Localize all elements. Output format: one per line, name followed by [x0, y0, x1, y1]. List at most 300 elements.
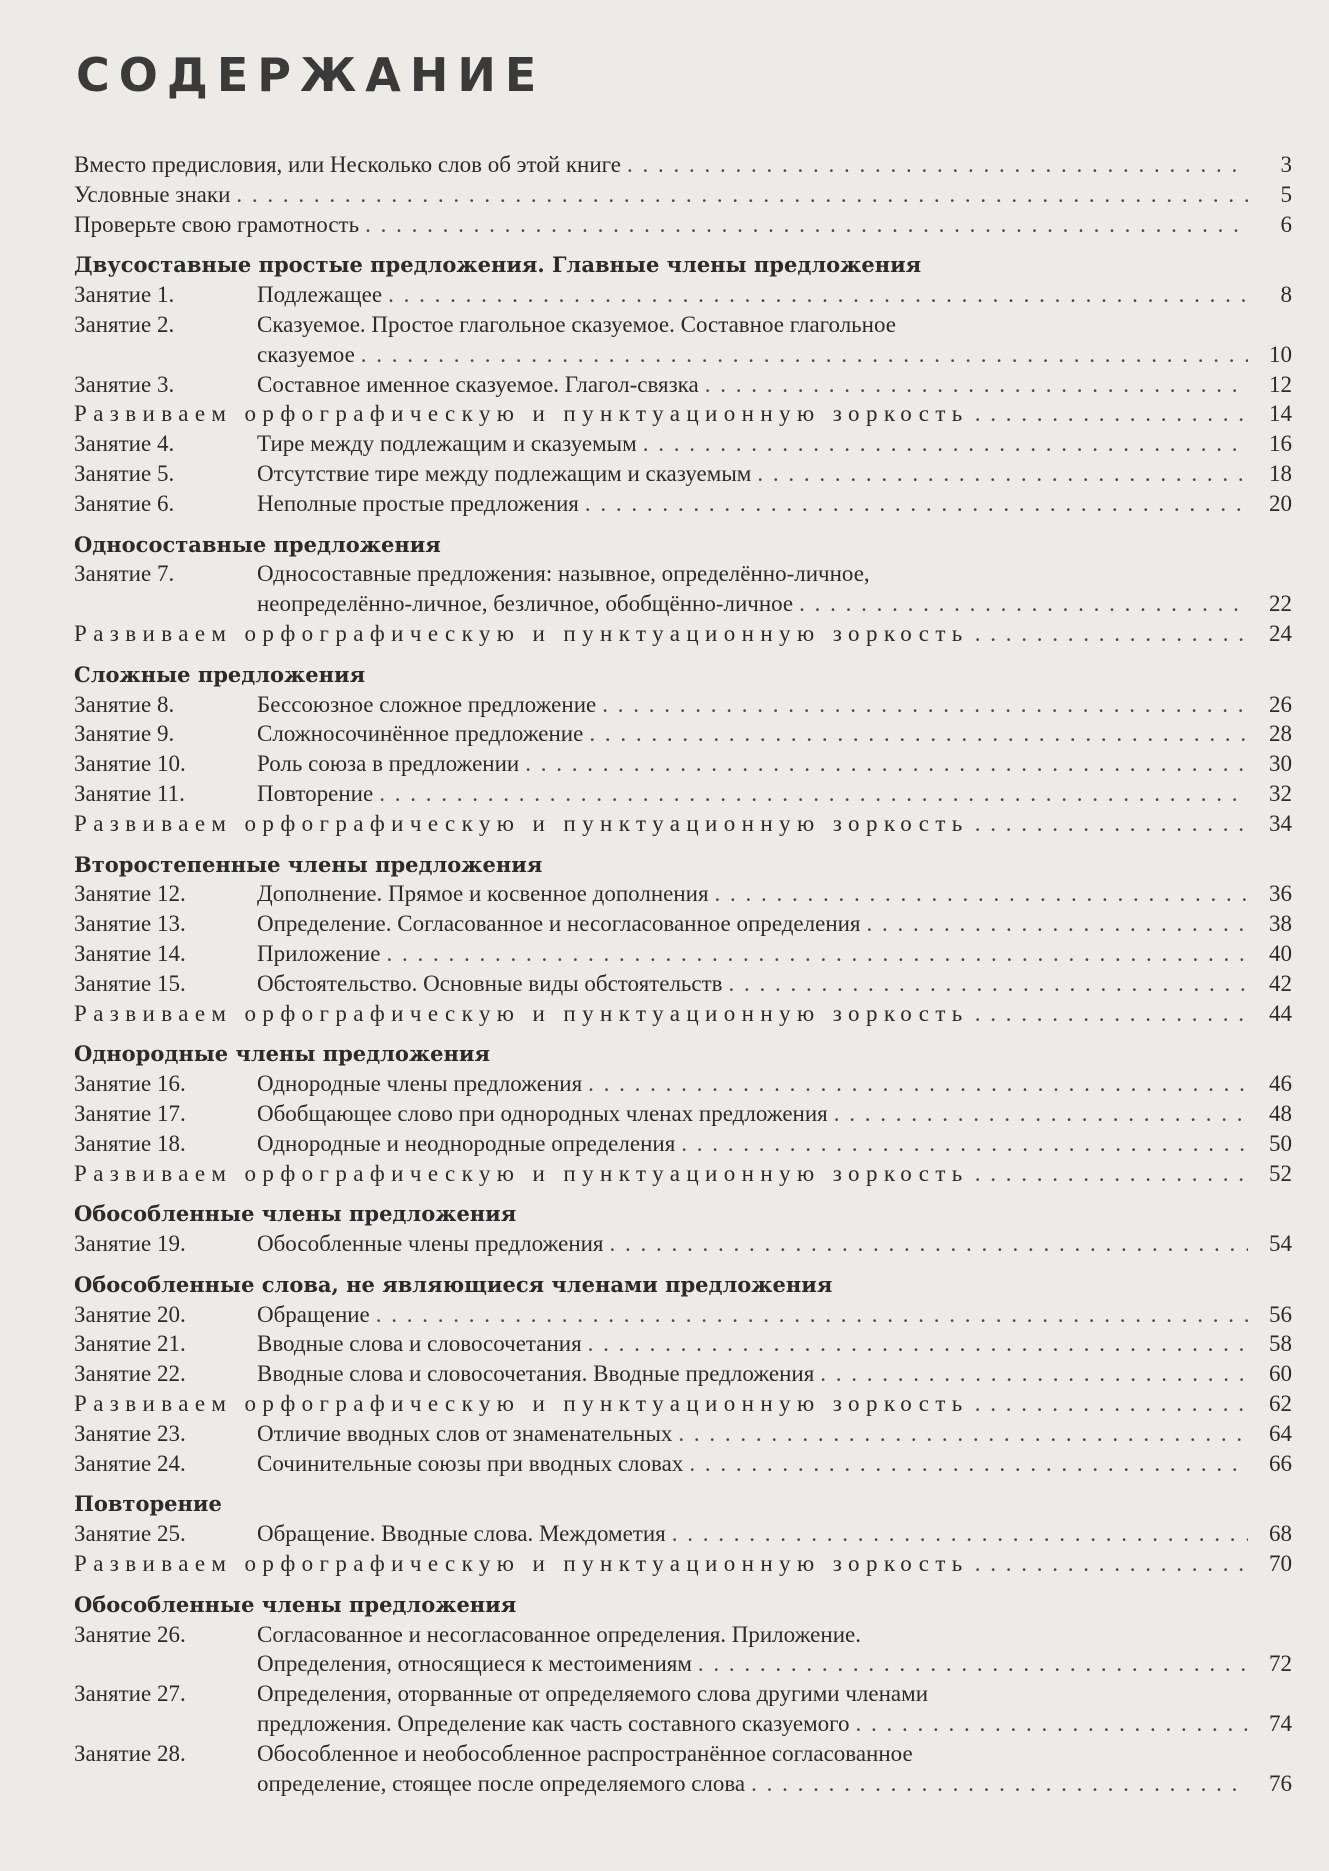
lesson-line	[74, 370, 1292, 400]
entry-body	[257, 559, 1292, 589]
lesson-number	[74, 1099, 257, 1129]
dot-leader	[856, 1709, 1248, 1739]
entry-body	[257, 1679, 1292, 1709]
lesson-word: Занятие	[74, 282, 152, 308]
section-heading: Двусоставные простые предложения. Главные члены предложения	[74, 252, 922, 278]
lesson-line	[74, 1300, 1292, 1330]
lesson-number	[74, 909, 257, 939]
lesson-line	[74, 310, 1292, 340]
entry-title: Проверьте свою грамотность	[74, 211, 360, 237]
page-title: СОДЕРЖАНИЕ	[76, 48, 546, 102]
entry-body	[257, 1069, 1292, 1099]
lesson-number	[74, 1519, 257, 1549]
dot-leader	[715, 879, 1248, 909]
entry-title: Тире между подлежащим и сказуемым	[257, 431, 637, 457]
lesson-line	[74, 719, 1292, 749]
lesson-number	[74, 1329, 257, 1359]
lesson-entry[interactable]	[74, 719, 1292, 749]
lesson-entry[interactable]	[74, 1679, 1292, 1739]
dot-leader	[643, 429, 1248, 459]
lesson-entry[interactable]	[74, 909, 1292, 939]
lesson-number	[74, 280, 257, 310]
lesson-num: 7.	[156, 561, 175, 587]
entry-title: Роль союза в предложении	[257, 751, 520, 777]
entry-title: Развиваем орфографическую и пунктуационную зоркость	[74, 620, 969, 646]
dot-leader	[799, 589, 1248, 619]
entry-body	[257, 1519, 1292, 1549]
lesson-num: 24.	[156, 1450, 186, 1476]
entry-title: предложения. Определение как часть составного сказуемого	[257, 1711, 850, 1737]
toc-entry[interactable]	[74, 150, 1292, 180]
page-number: 56	[1269, 1301, 1292, 1327]
page-number: 24	[1269, 620, 1292, 646]
lesson-line	[74, 1359, 1292, 1389]
lesson-word: Занятие	[74, 1521, 152, 1547]
entry-title: Развиваем орфографическую и пунктуационную зоркость	[74, 1000, 969, 1026]
toc-entry[interactable]	[74, 1549, 1292, 1579]
entry-title: Обращение. Вводные слова. Междометия	[257, 1521, 666, 1547]
lesson-line-continued	[74, 1649, 1292, 1679]
lesson-num: 2.	[156, 311, 175, 337]
lesson-entry[interactable]	[74, 690, 1292, 720]
lesson-entry[interactable]	[74, 1300, 1292, 1330]
page-number: 64	[1269, 1420, 1292, 1446]
entry-title: Обособленное и необособленное распространённое согласованное	[257, 1740, 913, 1766]
entry-body	[257, 939, 1292, 969]
dot-leader	[689, 1449, 1248, 1479]
lesson-entry[interactable]	[74, 1449, 1292, 1479]
dot-leader	[585, 489, 1248, 519]
section-heading: Сложные предложения	[74, 661, 366, 687]
lesson-word: Занятие	[74, 721, 152, 747]
entry-title: Обращение	[257, 1301, 370, 1327]
entry-body	[257, 1709, 1292, 1739]
lesson-line-continued	[74, 589, 1292, 619]
entry-title: Определение. Согласованное и несогласованное определения	[257, 911, 861, 937]
lesson-word: Занятие	[74, 1420, 152, 1446]
dot-leader	[610, 1229, 1248, 1259]
lesson-entry[interactable]	[74, 1620, 1292, 1680]
page-number: 30	[1269, 751, 1292, 777]
entry-title: Неполные простые предложения	[257, 490, 579, 516]
lesson-entry[interactable]	[74, 559, 1292, 619]
page-number: 68	[1269, 1521, 1292, 1547]
entry-body	[257, 489, 1292, 519]
page-number: 62	[1269, 1391, 1292, 1417]
toc-entry[interactable]	[74, 999, 1292, 1029]
entry-body	[257, 589, 1292, 619]
lesson-number	[74, 749, 257, 779]
lesson-number	[74, 779, 257, 809]
lesson-entry[interactable]	[74, 939, 1292, 969]
dot-leader	[975, 619, 1248, 649]
page-number: 42	[1269, 970, 1292, 996]
lesson-line	[74, 1739, 1292, 1769]
entry-title: Сочинительные союзы при вводных словах	[257, 1450, 684, 1476]
lesson-number	[74, 370, 257, 400]
lesson-number	[74, 939, 257, 969]
toc-entry[interactable]	[74, 180, 1292, 210]
page-number: 72	[1269, 1651, 1292, 1677]
toc-entry[interactable]	[74, 1389, 1292, 1419]
page-number: 5	[1280, 181, 1292, 207]
entry-title: Обобщающее слово при однородных членах предложения	[257, 1100, 828, 1126]
page-number: 12	[1269, 371, 1292, 397]
lesson-num: 11.	[156, 780, 185, 806]
lesson-entry[interactable]	[74, 310, 1292, 370]
entry-body	[257, 749, 1292, 779]
page-number: 3	[1280, 152, 1292, 177]
lesson-num: 25.	[156, 1521, 186, 1547]
entry-title: Отсутствие тире между подлежащим и сказуемым	[257, 460, 752, 486]
dot-leader	[975, 809, 1248, 839]
lesson-number	[74, 429, 257, 459]
section-heading: Обособленные члены предложения	[74, 1591, 517, 1617]
lesson-word: Занятие	[74, 1071, 152, 1097]
lesson-word: Занятие	[74, 1231, 152, 1257]
lesson-entry[interactable]	[74, 1419, 1292, 1449]
entry-title: Определения, оторванные от определяемого слова другими членами	[257, 1681, 928, 1707]
section-heading: Обособленные слова, не являющиеся членами предложения	[74, 1271, 833, 1297]
lesson-line	[74, 879, 1292, 909]
toc-section	[74, 1590, 1292, 1799]
dot-leader	[388, 280, 1248, 310]
section-heading: Второстепенные члены предложения	[74, 851, 543, 877]
entry-body	[257, 1649, 1292, 1679]
entry-title: Бессоюзное сложное предложение	[257, 691, 597, 717]
dot-leader	[236, 180, 1248, 210]
lesson-line	[74, 459, 1292, 489]
section-heading: Односоставные предложения	[74, 531, 441, 557]
lesson-number	[74, 879, 257, 909]
lesson-word: Занятие	[74, 970, 152, 996]
page-number: 36	[1269, 881, 1292, 907]
page-number: 40	[1269, 940, 1292, 966]
lesson-line	[74, 690, 1292, 720]
page-number: 66	[1269, 1450, 1292, 1476]
lesson-num: 16.	[156, 1071, 186, 1097]
entry-body	[257, 1739, 1292, 1769]
lesson-num: 20.	[156, 1301, 186, 1327]
dot-leader	[365, 210, 1248, 240]
page-number: 14	[1269, 401, 1292, 427]
toc-entry[interactable]	[74, 619, 1292, 649]
lesson-word: Занятие	[74, 911, 152, 937]
toc-entry[interactable]	[74, 1159, 1292, 1189]
lesson-num: 6.	[156, 490, 175, 516]
lesson-number	[74, 969, 257, 999]
lesson-entry[interactable]	[74, 879, 1292, 909]
lesson-word: Занятие	[74, 881, 152, 907]
dot-leader	[975, 1549, 1248, 1579]
lesson-word: Занятие	[74, 1100, 152, 1126]
lesson-num: 27.	[156, 1681, 186, 1707]
entry-title: Определения, относящиеся к местоимениям	[257, 1651, 692, 1677]
entry-title: Обстоятельство. Основные виды обстоятельств	[257, 970, 723, 996]
lesson-word: Занятие	[74, 431, 152, 457]
lesson-entry[interactable]	[74, 1739, 1292, 1799]
entry-title: Вводные слова и словосочетания. Вводные предложения	[257, 1361, 815, 1387]
entry-body	[257, 779, 1292, 809]
lesson-entry[interactable]	[74, 779, 1292, 809]
toc-entry[interactable]	[74, 399, 1292, 429]
lesson-num: 4.	[156, 431, 175, 457]
dot-leader	[361, 340, 1248, 370]
lesson-number	[74, 690, 257, 720]
lesson-entry[interactable]	[74, 1129, 1292, 1159]
lesson-num: 3.	[156, 371, 175, 397]
lesson-number	[74, 310, 257, 340]
lesson-entry[interactable]	[74, 370, 1292, 400]
entry-title: Развиваем орфографическую и пунктуационную зоркость	[74, 1551, 969, 1577]
lesson-num: 26.	[156, 1621, 186, 1647]
page-number: 52	[1269, 1160, 1292, 1186]
entry-title: определение, стоящее после определяемого слова	[257, 1770, 746, 1796]
entry-body	[257, 879, 1292, 909]
lesson-line	[74, 1449, 1292, 1479]
dot-leader	[729, 969, 1248, 999]
toc-section	[74, 1199, 1292, 1259]
lesson-num: 15.	[156, 970, 186, 996]
dot-leader	[678, 1419, 1248, 1449]
lesson-line-continued	[74, 340, 1292, 370]
entry-body	[257, 1329, 1292, 1359]
lesson-num: 1.	[156, 282, 175, 308]
lesson-line	[74, 909, 1292, 939]
page-number: 60	[1269, 1361, 1292, 1387]
entry-body	[257, 1300, 1292, 1330]
lesson-line	[74, 779, 1292, 809]
page-number: 46	[1269, 1071, 1292, 1097]
page-number: 58	[1269, 1331, 1292, 1357]
toc-entry[interactable]	[74, 809, 1292, 839]
lesson-word: Занятие	[74, 1331, 152, 1357]
entry-body	[257, 1359, 1292, 1389]
lesson-num: 13.	[156, 911, 186, 937]
lesson-num: 9.	[156, 721, 175, 747]
lesson-word: Занятие	[74, 1450, 152, 1476]
page-number: 48	[1269, 1100, 1292, 1126]
lesson-word: Занятие	[74, 490, 152, 516]
page-number: 16	[1269, 431, 1292, 457]
page-number: 8	[1280, 282, 1292, 308]
entry-title: Однородные члены предложения	[257, 1071, 583, 1097]
lesson-word: Занятие	[74, 1681, 152, 1707]
lesson-word: Занятие	[74, 691, 152, 717]
entry-title: Повторение	[257, 780, 374, 806]
entry-body	[257, 1449, 1292, 1479]
entry-title: Сказуемое. Простое глагольное сказуемое. Составное глагольное	[257, 311, 896, 337]
page-number: 74	[1269, 1711, 1292, 1737]
page-number: 44	[1269, 1000, 1292, 1026]
lesson-entry[interactable]	[74, 1069, 1292, 1099]
table-of-contents	[74, 150, 1292, 1798]
entry-title: Отличие вводных слов от знаменательных	[257, 1420, 673, 1446]
lesson-number	[74, 489, 257, 519]
entry-body	[257, 1129, 1292, 1159]
toc-section	[74, 150, 1292, 239]
lesson-line	[74, 280, 1292, 310]
dot-leader	[820, 1359, 1248, 1389]
dot-leader	[386, 939, 1248, 969]
lesson-num: 12.	[156, 881, 186, 907]
dot-leader	[751, 1769, 1248, 1799]
entry-body	[257, 1769, 1292, 1799]
lesson-number	[74, 1069, 257, 1099]
dot-leader	[975, 1159, 1248, 1189]
lesson-num: 21.	[156, 1331, 186, 1357]
lesson-num: 5.	[156, 460, 175, 486]
lesson-line	[74, 1069, 1292, 1099]
toc-section	[74, 1489, 1292, 1578]
page-number: 26	[1269, 691, 1292, 717]
lesson-number	[74, 559, 257, 589]
lesson-word: Занятие	[74, 371, 152, 397]
page-number: 32	[1269, 780, 1292, 806]
entry-title: Вместо предисловия, или Несколько слов об этой книге	[74, 152, 621, 177]
page-number: 10	[1269, 341, 1292, 367]
lesson-num: 22.	[156, 1361, 186, 1387]
lesson-line-continued	[74, 1709, 1292, 1739]
page-number: 70	[1269, 1551, 1292, 1577]
lesson-num: 17.	[156, 1100, 186, 1126]
entry-title: Обособленные члены предложения	[257, 1231, 604, 1257]
page-number: 28	[1269, 721, 1292, 747]
entry-title: Однородные и неоднородные определения	[257, 1130, 676, 1156]
entry-body	[257, 340, 1292, 370]
entry-title: Сложносочинённое предложение	[257, 721, 584, 747]
dot-leader	[975, 999, 1248, 1029]
lesson-line	[74, 1419, 1292, 1449]
entry-title: Развиваем орфографическую и пунктуационную зоркость	[74, 1160, 969, 1186]
entry-body	[257, 459, 1292, 489]
dot-leader	[834, 1099, 1248, 1129]
lesson-entry[interactable]	[74, 1359, 1292, 1389]
lesson-number	[74, 1679, 257, 1709]
lesson-num: 19.	[156, 1231, 186, 1257]
lesson-num: 10.	[156, 751, 186, 777]
entry-body	[257, 690, 1292, 720]
toc-section	[74, 660, 1292, 839]
lesson-line	[74, 1129, 1292, 1159]
toc-entry[interactable]	[74, 210, 1292, 240]
lesson-word: Занятие	[74, 1130, 152, 1156]
lesson-line	[74, 1329, 1292, 1359]
lesson-number	[74, 719, 257, 749]
entry-body	[257, 909, 1292, 939]
section-heading: Повторение	[74, 1491, 222, 1517]
lesson-number	[74, 1300, 257, 1330]
lesson-number	[74, 459, 257, 489]
page-number: 54	[1269, 1231, 1292, 1257]
lesson-entry[interactable]	[74, 1099, 1292, 1129]
lesson-num: 18.	[156, 1130, 186, 1156]
dot-leader	[705, 370, 1248, 400]
entry-title: Составное именное сказуемое. Глагол-связка	[257, 371, 699, 397]
lesson-word: Занятие	[74, 751, 152, 777]
entry-title: Согласованное и несогласованное определения. Приложение.	[257, 1621, 861, 1647]
toc-section	[74, 850, 1292, 1029]
entry-body	[257, 280, 1292, 310]
lesson-entry[interactable]	[74, 429, 1292, 459]
lesson-line-continued	[74, 1769, 1292, 1799]
entry-body	[257, 429, 1292, 459]
lesson-number	[74, 1419, 257, 1449]
dot-leader	[379, 779, 1248, 809]
lesson-line	[74, 489, 1292, 519]
entry-body	[257, 969, 1292, 999]
entry-body	[257, 1099, 1292, 1129]
lesson-line	[74, 1519, 1292, 1549]
lesson-num: 14.	[156, 940, 186, 966]
lesson-entry[interactable]	[74, 1519, 1292, 1549]
lesson-entry[interactable]	[74, 969, 1292, 999]
lesson-word: Занятие	[74, 460, 152, 486]
entry-title: Развиваем орфографическую и пунктуационную зоркость	[74, 810, 969, 836]
lesson-line	[74, 429, 1292, 459]
dot-leader	[589, 719, 1248, 749]
lesson-number	[74, 1129, 257, 1159]
entry-title: Односоставные предложения: назывное, определённо-личное,	[257, 561, 870, 587]
toc-section	[74, 1270, 1292, 1479]
dot-leader	[376, 1300, 1248, 1330]
dot-leader	[588, 1329, 1248, 1359]
lesson-word: Занятие	[74, 1740, 152, 1766]
lesson-entry[interactable]	[74, 280, 1292, 310]
entry-body	[257, 1229, 1292, 1259]
lesson-entry[interactable]	[74, 1329, 1292, 1359]
dot-leader	[602, 690, 1248, 720]
lesson-word: Занятие	[74, 1621, 152, 1647]
lesson-line	[74, 1620, 1292, 1650]
lesson-entry[interactable]	[74, 749, 1292, 779]
entry-title: Развиваем орфографическую и пунктуационную зоркость	[74, 1391, 969, 1417]
entry-body	[257, 1419, 1292, 1449]
dot-leader	[867, 909, 1248, 939]
entry-body	[257, 370, 1292, 400]
lesson-number	[74, 1229, 257, 1259]
lesson-number	[74, 1620, 257, 1650]
lesson-line	[74, 969, 1292, 999]
lesson-entry[interactable]	[74, 489, 1292, 519]
entry-title: Условные знаки	[74, 181, 231, 207]
lesson-word: Занятие	[74, 561, 152, 587]
dot-leader	[588, 1069, 1248, 1099]
lesson-line	[74, 939, 1292, 969]
lesson-line	[74, 1229, 1292, 1259]
lesson-word: Занятие	[74, 1301, 152, 1327]
lesson-word: Занятие	[74, 311, 152, 337]
page-number: 50	[1269, 1130, 1292, 1156]
page-number: 38	[1269, 911, 1292, 937]
dot-leader	[698, 1649, 1248, 1679]
dot-leader	[672, 1519, 1248, 1549]
lesson-line	[74, 749, 1292, 779]
dot-leader	[681, 1129, 1248, 1159]
lesson-line	[74, 559, 1292, 589]
section-heading: Обособленные члены предложения	[74, 1201, 517, 1227]
page-number: 22	[1269, 591, 1292, 617]
entry-title: Вводные слова и словосочетания	[257, 1331, 582, 1357]
dot-leader	[975, 399, 1248, 429]
lesson-line	[74, 1099, 1292, 1129]
lesson-entry[interactable]	[74, 459, 1292, 489]
entry-body	[257, 719, 1292, 749]
entry-title: неопределённо-личное, безличное, обобщённо-личное	[257, 591, 794, 617]
lesson-entry[interactable]	[74, 1229, 1292, 1259]
lesson-num: 8.	[156, 691, 175, 717]
dot-leader	[627, 150, 1248, 180]
